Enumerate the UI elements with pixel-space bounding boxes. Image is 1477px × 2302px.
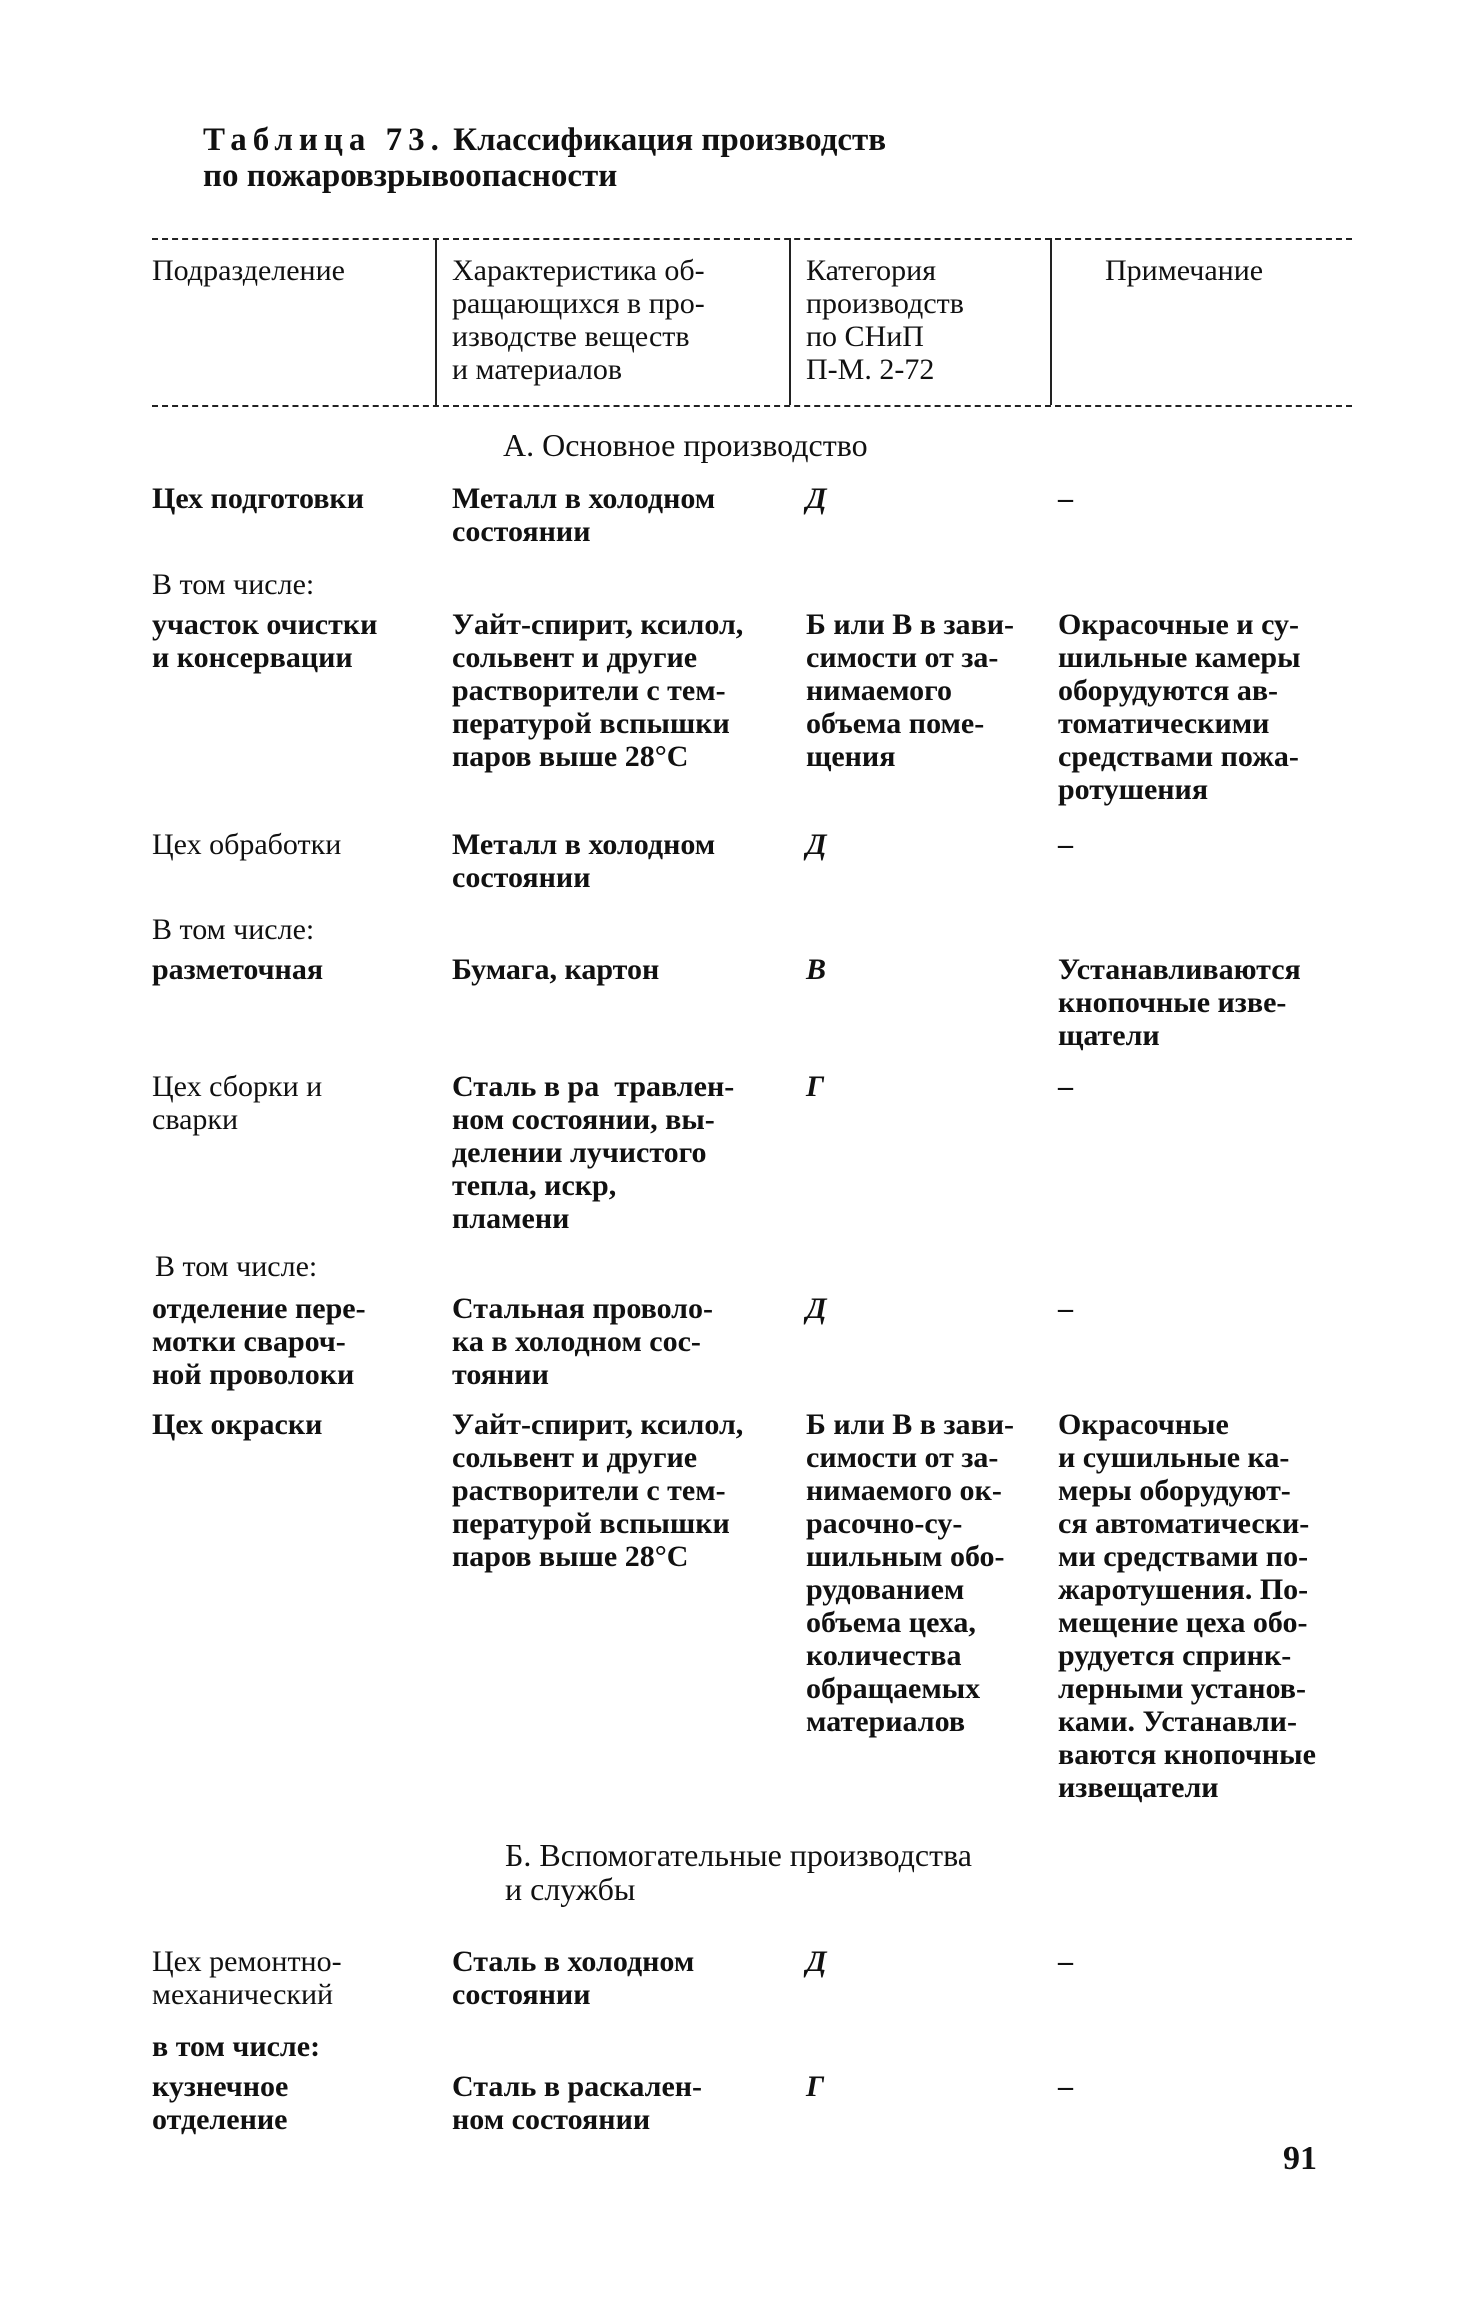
- table-row-note: Окрасочные и сушильные ка- меры оборудуют- ся автоматически- ми средствами по- жаротушения. По- мещение цеха обо- рудуется спринк- лерными установ- ками. Устанавли- ваются кнопочные извещатели: [1058, 1408, 1316, 1804]
- header-divider-3: [1050, 238, 1052, 405]
- table-row-materials: Сталь в ра травлен- ном состоянии, вы- делении лучистого тепла, искр, пламени: [452, 1070, 735, 1235]
- page-number: 91: [1283, 2140, 1317, 2177]
- subgroup-label: В том числе:: [152, 913, 315, 946]
- table-row-materials: Бумага, картон: [452, 953, 660, 986]
- table-row-note: –: [1058, 482, 1073, 515]
- table-row-division: Цех обработки: [152, 828, 342, 861]
- table-row-materials: Сталь в холодном состоянии: [452, 1945, 695, 2011]
- table-row-division: Цех сборки и сварки: [152, 1070, 323, 1136]
- table-row-materials: Уайт-спирит, ксилол, сольвент и другие растворители с тем- пературой вспышки паров выше 28°С: [452, 1408, 744, 1573]
- header-divider-1: [435, 238, 437, 405]
- table-row-category: Д: [806, 1292, 827, 1325]
- table-row-category: Д: [806, 828, 827, 861]
- table-row-category: В: [806, 953, 827, 986]
- table-row-materials: Металл в холодном состоянии: [452, 482, 716, 548]
- section-b-heading: Б. Вспомогательные производства и службы: [505, 1837, 972, 1907]
- table-row-division: разметочная: [152, 953, 324, 986]
- table-row-category: Д: [806, 1945, 827, 1978]
- table-caption: [203, 122, 1103, 194]
- subgroup-label: в том числе:: [152, 2030, 321, 2063]
- table-row-materials: Стальная проволо- ка в холодном сос- тоянии: [452, 1292, 713, 1391]
- header-bottom-rule: [152, 405, 1352, 407]
- table-row-division: участок очистки и консервации: [152, 608, 378, 674]
- table-row-category: Г: [806, 2070, 825, 2103]
- header-divider-2: [789, 238, 791, 405]
- table-row-note: –: [1058, 1070, 1073, 1103]
- table-title-line1: Классификация производств: [453, 122, 887, 158]
- column-header-category: Категория производств по СНиП П-М. 2-72: [806, 254, 964, 386]
- table-row-note: Устанавливаются кнопочные изве- щатели: [1058, 953, 1301, 1052]
- column-header-materials: Характеристика об- ращающихся в про- изводстве веществ и материалов: [452, 254, 705, 386]
- table-row-category: Б или В в зави- симости от за- нимаемого объема поме- щения: [806, 608, 1014, 773]
- table-row-note: –: [1058, 2070, 1073, 2103]
- subgroup-label: В том числе:: [155, 1250, 318, 1283]
- table-row-division: Цех ремонтно- механический: [152, 1945, 342, 2011]
- table-title-line2: по пожаровзрывоопасности: [203, 158, 618, 194]
- table-row-note: –: [1058, 828, 1073, 861]
- table-row-note: –: [1058, 1292, 1073, 1325]
- column-header-division: Подразделение: [152, 254, 345, 287]
- table-row-category: Д: [806, 482, 827, 515]
- table-row-division: кузнечное отделение: [152, 2070, 289, 2136]
- section-a-heading: А. Основное производство: [503, 427, 868, 463]
- table-row-category: Г: [806, 1070, 825, 1103]
- table-row-note: Окрасочные и су- шильные камеры оборудуются ав- томатическими средствами пожа- ротушения: [1058, 608, 1301, 806]
- table-row-category: Б или В в зави- симости от за- нимаемого ок- расочно-су- шильным обо- рудованием объема цеха, количества обращаемых материалов: [806, 1408, 1014, 1738]
- table-row-materials: Металл в холодном состоянии: [452, 828, 716, 894]
- column-header-note: Примечание: [1105, 254, 1264, 287]
- table-row-division: отделение пере- мотки свароч- ной проволоки: [152, 1292, 366, 1391]
- table-row-division: Цех окраски: [152, 1408, 323, 1441]
- subgroup-label: В том числе:: [152, 568, 315, 601]
- table-row-materials: Сталь в раскален- ном состоянии: [452, 2070, 703, 2136]
- table-label: Таблица 73.: [203, 122, 445, 158]
- table-row-note: –: [1058, 1945, 1073, 1978]
- header-top-rule: [152, 238, 1352, 240]
- table-row-materials: Уайт-спирит, ксилол, сольвент и другие растворители с тем- пературой вспышки паров выше 28°С: [452, 608, 744, 773]
- table-row-division: Цех подготовки: [152, 482, 364, 515]
